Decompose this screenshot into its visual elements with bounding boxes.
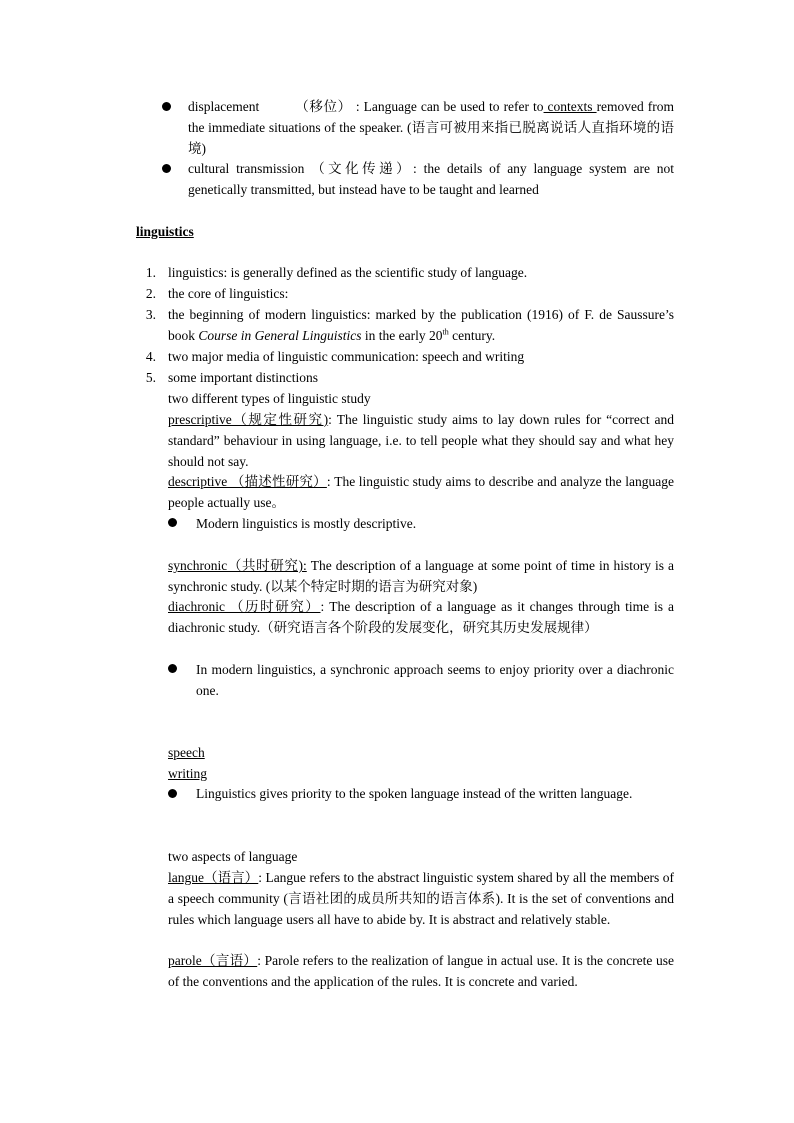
definition-text: : Parole refers to the realization of langue in actual use. It is the concrete use of the conventions and the application of the rules. It is concrete and varied. [168, 953, 674, 989]
bullet-cultural-transmission [188, 159, 674, 201]
bullet-dot [162, 102, 171, 111]
term-synchronic: synchronic（共时研究): [168, 558, 307, 573]
list-number: 3. [145, 307, 156, 322]
term-descriptive: descriptive （描述性研究） [168, 474, 327, 489]
term-parole: parole（言语） [168, 953, 258, 968]
list-item: two major media of linguistic communication: speech and writing [168, 349, 525, 364]
bullet-note: In modern linguistics, a synchronic approach seems to enjoy priority over a diachronic one. [196, 662, 674, 698]
gloss-cultural-transmission: （文化传递） [311, 161, 414, 176]
bullet-note: Modern linguistics is mostly descriptive. [196, 516, 417, 531]
definition-descriptive [168, 472, 674, 514]
list-item: the core of linguistics: [168, 286, 289, 301]
term-langue: langue（语言） [168, 870, 259, 885]
superscript: th [442, 327, 449, 337]
term-displacement: displacement [188, 99, 260, 114]
list-item: linguistics: is generally defined as the scientific study of language. [168, 265, 528, 280]
bullet-dot [162, 164, 171, 173]
definition-langue [168, 868, 674, 930]
term-prescriptive: prescriptive（规定性研究) [168, 412, 329, 427]
term-diachronic: diachronic （历时研究） [168, 599, 321, 614]
list-item-text: the beginning of modern linguistics: marked by the publication (1916) of F. de Saussure’s book [168, 307, 674, 343]
definition-text: the details of any language system are not genetically transmitted, but instead have to be taught and learned [188, 161, 675, 197]
list-number: 1. [145, 265, 156, 280]
contexts-link: contexts [543, 99, 597, 114]
definition-synchronic [168, 556, 674, 598]
section-title: linguistics [136, 224, 194, 239]
definition-text: : The description of a language as it changes through time is a diachronic study.（研究语言各个阶段的发展变化，研究其历史发展规律） [168, 599, 674, 635]
definition-parole [168, 951, 674, 993]
definition-prescriptive [168, 410, 674, 472]
bullet-displacement [188, 97, 674, 159]
term-speech: speech [168, 745, 205, 760]
definition-text: Language can be used to refer to [363, 99, 544, 114]
subheading: two aspects of language [168, 849, 298, 864]
list-number: 2. [145, 286, 156, 301]
definition-diachronic [168, 597, 674, 639]
definition-text: : The linguistic study aims to lay down rules for “correct and standard” behaviour in using language, i.e. to tell people what they should say and what hey should not say. [168, 412, 675, 469]
list-item-text: century. [448, 327, 496, 343]
definition-rest: removed from the immediate situations of the speaker. (语言可被用来指已脱离说话人直指环境的语境) [188, 99, 675, 156]
bullet-dot [168, 664, 177, 673]
list-item [168, 305, 674, 347]
definition-text: : Langue refers to the abstract linguistic system shared by all the members of a speech community (言语社团的成员所共知的语言体系). It is the set of conventions and rules which language users all have to abide by. It is abstract and relatively stable. [168, 870, 674, 927]
subheading: two different types of linguistic study [168, 391, 371, 406]
list-item: some important distinctions [168, 370, 318, 385]
bullet-dot [168, 518, 177, 527]
book-title: Course in General Linguistics [198, 327, 362, 343]
gloss-displacement: （移位） [295, 99, 352, 114]
term-cultural-transmission: cultural transmission [188, 161, 305, 176]
definition-text: : The linguistic study aims to describe and analyze the language people actually use。 [168, 474, 674, 510]
list-item-text: in the early 20 [361, 327, 443, 343]
separator: : [413, 161, 417, 176]
separator: : [355, 99, 360, 114]
list-number: 4. [145, 349, 156, 364]
term-writing: writing [168, 766, 207, 781]
bullet-note: Linguistics gives priority to the spoken language instead of the written language. [196, 786, 633, 801]
bullet-dot [168, 789, 177, 798]
list-number: 5. [145, 370, 156, 385]
definition-text: The description of a language at some point of time in history is a synchronic study. (以某个特定时期的语言为研究对象) [168, 558, 674, 594]
